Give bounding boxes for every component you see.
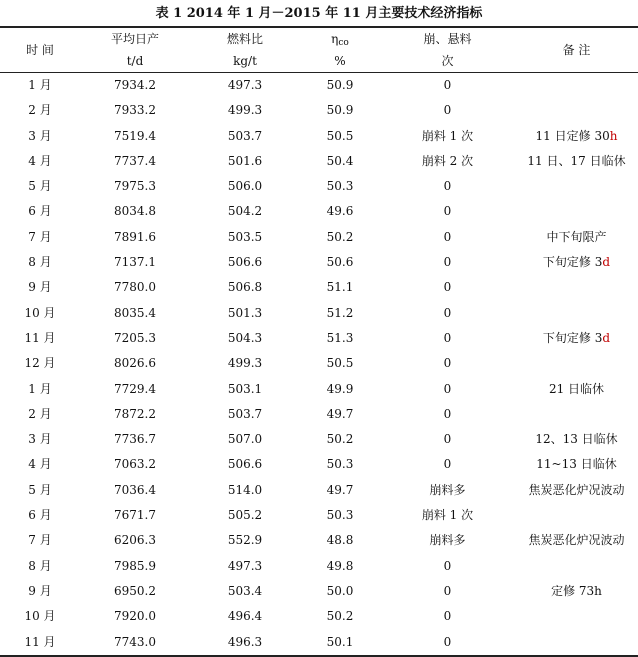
table-row — [0, 402, 638, 427]
table-row — [0, 149, 638, 174]
cell-fuel: 506.8 — [227, 280, 263, 295]
cell-fuel: 503.7 — [227, 128, 263, 143]
header-fuel-label: 燃料比 — [226, 32, 263, 46]
cell-output: 7205.3 — [114, 330, 156, 345]
table-row — [0, 124, 638, 149]
cell-eta: 49.7 — [326, 406, 354, 421]
cell-slip: 0 — [443, 204, 452, 219]
cell-fuel: 501.6 — [227, 153, 263, 168]
table-row — [0, 528, 638, 553]
cell-month: 3 月 — [28, 128, 52, 143]
cell-note — [515, 326, 638, 351]
cell-output: 7780.0 — [114, 280, 156, 295]
header-month: 时 间 — [26, 43, 54, 57]
cell-note: 定修 73h — [551, 583, 602, 598]
cell-month: 2 月 — [28, 406, 52, 421]
table-header — [0, 28, 638, 72]
cell-fuel: 514.0 — [227, 482, 263, 497]
table-row — [0, 604, 638, 629]
cell-fuel: 503.7 — [227, 406, 263, 421]
cell-note: 焦炭恶化炉况波动 — [528, 482, 625, 497]
cell-output: 7975.3 — [114, 179, 156, 194]
cell-eta: 50.2 — [326, 609, 354, 624]
table-row — [0, 326, 638, 351]
cell-slip: 0 — [443, 179, 452, 194]
cell-eta: 51.2 — [326, 305, 354, 320]
cell-eta: 50.0 — [326, 583, 354, 598]
note-text: 下旬定修 3 — [542, 255, 603, 270]
cell-eta: 50.1 — [326, 634, 354, 649]
cell-note — [515, 503, 638, 528]
cell-month: 10 月 — [24, 305, 56, 320]
cell-month: 9 月 — [28, 583, 52, 598]
cell-month: 4 月 — [28, 153, 52, 168]
cell-slip: 崩料 2 次 — [421, 153, 474, 168]
cell-month: 1 月 — [28, 78, 52, 92]
cell-note: 21 日临休 — [548, 381, 605, 396]
cell-eta: 51.1 — [326, 280, 354, 295]
note-text: 下旬定修 3 — [542, 330, 603, 345]
cell-fuel: 506.6 — [227, 457, 263, 472]
cell-note — [515, 351, 638, 376]
cell-output: 7036.4 — [114, 482, 156, 497]
cell-eta: 50.4 — [326, 153, 354, 168]
eta-symbol: η — [331, 32, 339, 46]
cell-output: 7671.7 — [114, 508, 156, 523]
cell-eta: 50.3 — [326, 457, 354, 472]
cell-slip: 0 — [443, 280, 452, 295]
cell-slip: 崩料 1 次 — [421, 508, 474, 523]
cell-note — [515, 174, 638, 199]
cell-month: 1 月 — [28, 381, 52, 396]
header-note: 备 注 — [562, 43, 591, 57]
table-row — [0, 225, 638, 250]
header-output-unit: t/d — [126, 54, 144, 68]
cell-slip: 0 — [443, 381, 452, 396]
cell-month: 3 月 — [28, 432, 52, 447]
cell-month: 12 月 — [24, 356, 56, 371]
table-row — [0, 377, 638, 402]
cell-note: 12、13 日临休 — [535, 432, 618, 447]
cell-fuel: 497.3 — [227, 558, 263, 573]
header-output-label: 平均日产 — [110, 32, 159, 46]
table-row — [0, 351, 638, 376]
cell-note — [515, 73, 638, 98]
table-row — [0, 174, 638, 199]
cell-eta: 50.3 — [326, 179, 354, 194]
cell-slip: 0 — [443, 330, 452, 345]
cell-note: 中下旬限产 — [546, 229, 607, 244]
note-unit-red: d — [602, 330, 611, 345]
cell-output: 6206.3 — [114, 533, 156, 548]
cell-month: 10 月 — [24, 609, 56, 624]
cell-eta: 50.6 — [326, 255, 354, 270]
note-text: 11 日定修 30 — [535, 128, 610, 143]
cell-output: 7934.2 — [114, 78, 156, 92]
cell-note — [515, 250, 638, 275]
table-row — [0, 478, 638, 503]
note-unit-red: d — [602, 255, 611, 270]
cell-month: 7 月 — [28, 533, 52, 548]
cell-output: 6950.2 — [114, 583, 156, 598]
cell-slip: 崩料 1 次 — [421, 128, 474, 143]
header-slip — [380, 28, 515, 72]
header-eta — [300, 28, 380, 72]
cell-fuel: 507.0 — [227, 432, 263, 447]
table-row — [0, 199, 638, 224]
cell-output: 7137.1 — [114, 255, 156, 270]
cell-month: 4 月 — [28, 457, 52, 472]
cell-eta: 50.9 — [326, 103, 354, 118]
cell-eta: 49.7 — [326, 482, 354, 497]
cell-note: 11~13 日临休 — [536, 457, 617, 472]
cell-fuel: 504.3 — [227, 330, 263, 345]
header-eta-unit: % — [334, 54, 346, 68]
table-body — [0, 73, 638, 655]
cell-slip: 崩料多 — [429, 482, 466, 497]
cell-fuel: 496.4 — [227, 609, 263, 624]
table-row — [0, 427, 638, 452]
cell-eta: 50.2 — [326, 432, 354, 447]
header-output — [80, 28, 190, 72]
table-row — [0, 301, 638, 326]
header-fuel — [190, 28, 300, 72]
note-unit-red: h — [609, 128, 618, 143]
cell-month: 6 月 — [28, 508, 52, 523]
cell-slip: 0 — [443, 78, 452, 92]
cell-slip: 0 — [443, 103, 452, 118]
cell-slip: 0 — [443, 558, 452, 573]
cell-fuel: 506.0 — [227, 179, 263, 194]
cell-month: 8 月 — [28, 558, 52, 573]
cell-slip: 0 — [443, 457, 452, 472]
cell-fuel: 503.5 — [227, 229, 263, 244]
cell-eta: 50.9 — [326, 78, 354, 92]
cell-slip: 0 — [443, 356, 452, 371]
cell-note — [515, 554, 638, 579]
header-fuel-unit: kg/t — [233, 54, 257, 68]
table-row — [0, 98, 638, 123]
cell-eta: 50.2 — [326, 229, 354, 244]
indicator-table — [0, 26, 638, 657]
cell-output: 7872.2 — [114, 406, 156, 421]
cell-month: 7 月 — [28, 229, 52, 244]
cell-output: 7891.6 — [114, 229, 156, 244]
cell-note: 11 日、17 日临休 — [527, 153, 626, 168]
cell-eta: 48.8 — [326, 533, 354, 548]
cell-slip: 0 — [443, 229, 452, 244]
cell-eta: 50.5 — [326, 128, 354, 143]
cell-output: 7519.4 — [114, 128, 156, 143]
cell-output: 7737.4 — [114, 153, 156, 168]
cell-output: 7985.9 — [114, 558, 156, 573]
cell-output: 8035.4 — [114, 305, 156, 320]
cell-slip: 0 — [443, 609, 452, 624]
cell-note — [515, 124, 638, 149]
table-row — [0, 554, 638, 579]
table-caption: 表 1 2014 年 1 月－2015 年 11 月主要技术经济指标 — [155, 6, 483, 21]
table-row — [0, 630, 638, 655]
cell-month: 8 月 — [28, 255, 52, 270]
table-row — [0, 73, 638, 98]
cell-fuel: 503.4 — [227, 583, 263, 598]
table-row — [0, 452, 638, 477]
cell-month: 11 月 — [24, 330, 56, 345]
cell-slip: 0 — [443, 406, 452, 421]
cell-slip: 0 — [443, 305, 452, 320]
cell-output: 7729.4 — [114, 381, 156, 396]
cell-month: 5 月 — [28, 482, 52, 497]
cell-slip: 0 — [443, 583, 452, 598]
header-eta-label — [300, 28, 380, 50]
cell-output: 7736.7 — [114, 432, 156, 447]
cell-slip: 0 — [443, 634, 452, 649]
cell-fuel: 496.3 — [227, 634, 263, 649]
cell-slip: 0 — [443, 255, 452, 270]
cell-eta: 49.9 — [326, 381, 354, 396]
table-row — [0, 275, 638, 300]
cell-fuel: 499.3 — [227, 356, 263, 371]
cell-fuel: 506.6 — [227, 255, 263, 270]
cell-note — [515, 98, 638, 123]
cell-fuel: 497.3 — [227, 78, 263, 92]
cell-fuel: 501.3 — [227, 305, 263, 320]
cell-slip: 崩料多 — [429, 533, 466, 548]
cell-month: 6 月 — [28, 204, 52, 219]
header-slip-unit: 次 — [441, 54, 454, 68]
cell-fuel: 505.2 — [227, 508, 263, 523]
cell-note — [515, 604, 638, 629]
eta-subscript: co — [338, 38, 349, 48]
table-row — [0, 503, 638, 528]
cell-eta: 51.3 — [326, 330, 354, 345]
cell-eta: 49.6 — [326, 204, 354, 219]
cell-note — [515, 402, 638, 427]
cell-month: 5 月 — [28, 179, 52, 194]
cell-slip: 0 — [443, 432, 452, 447]
cell-eta: 50.5 — [326, 356, 354, 371]
cell-eta: 50.3 — [326, 508, 354, 523]
table-row — [0, 579, 638, 604]
cell-fuel: 552.9 — [227, 533, 263, 548]
cell-note — [515, 630, 638, 655]
cell-output: 8034.8 — [114, 204, 156, 219]
cell-note — [515, 199, 638, 224]
cell-output: 7743.0 — [114, 634, 156, 649]
cell-eta: 49.8 — [326, 558, 354, 573]
cell-output: 7933.2 — [114, 103, 156, 118]
table-row — [0, 250, 638, 275]
cell-fuel: 503.1 — [227, 381, 263, 396]
header-slip-label: 崩、悬料 — [423, 32, 472, 46]
cell-month: 2 月 — [28, 103, 52, 118]
cell-note — [515, 301, 638, 326]
cell-output: 7063.2 — [114, 457, 156, 472]
cell-output: 7920.0 — [114, 609, 156, 624]
cell-month: 11 月 — [24, 634, 56, 649]
cell-month: 9 月 — [28, 280, 52, 295]
cell-output: 8026.6 — [114, 356, 156, 371]
cell-fuel: 504.2 — [227, 204, 263, 219]
cell-fuel: 499.3 — [227, 103, 263, 118]
cell-note: 焦炭恶化炉况波动 — [528, 533, 625, 548]
cell-note — [515, 275, 638, 300]
